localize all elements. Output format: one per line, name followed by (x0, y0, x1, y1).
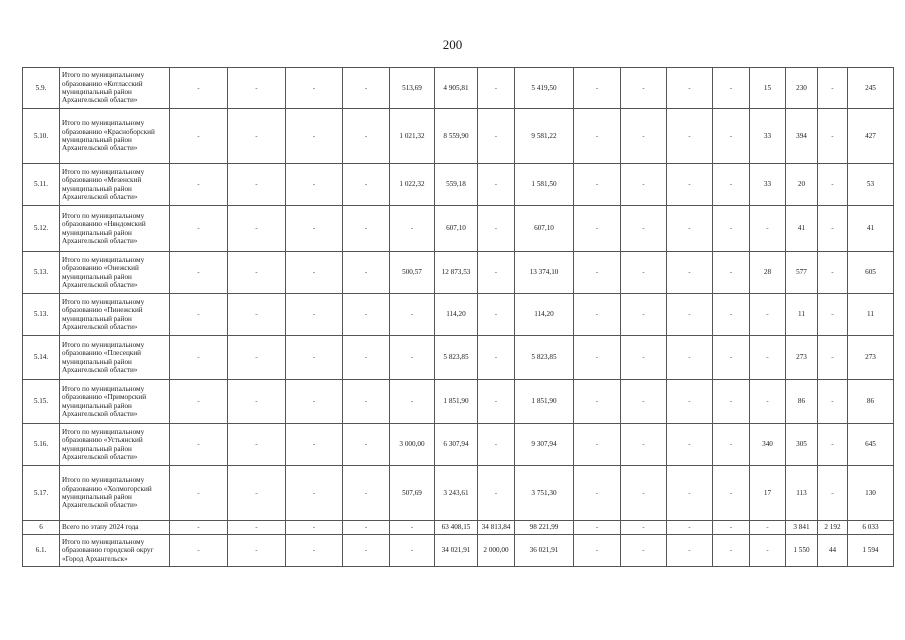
table-cell: - (286, 206, 343, 252)
table-cell: 394 (786, 109, 818, 164)
table-cell: - (478, 294, 515, 336)
table-cell: - (343, 535, 390, 567)
table-cell: - (667, 521, 713, 535)
row-name: Итого по муниципальному образованию «Плесецкий муниципальный район Архангельской области» (60, 336, 170, 380)
table-cell: - (170, 294, 228, 336)
table-cell: 5 419,50 (515, 68, 574, 109)
row-number: 5.17. (23, 466, 60, 521)
table-cell: - (750, 294, 786, 336)
table-cell: - (228, 164, 286, 206)
table-row (23, 68, 894, 109)
table-cell: - (343, 164, 390, 206)
table-cell: 513,69 (390, 68, 435, 109)
table-cell: - (390, 294, 435, 336)
table-cell: - (818, 424, 848, 466)
row-name: Итого по муниципальному образованию «Красноборский муниципальный район Архангельской области» (60, 109, 170, 164)
table-body (23, 68, 894, 567)
row-name: Итого по муниципальному образованию «Мезенский муниципальный район Архангельской области» (60, 164, 170, 206)
table-cell: - (478, 68, 515, 109)
table-cell: 5 823,85 (515, 336, 574, 380)
table-cell: - (713, 535, 750, 567)
table-cell: - (713, 252, 750, 294)
row-name: Итого по муниципальному образованию «Онежский муниципальный район Архангельской области» (60, 252, 170, 294)
table-cell: - (343, 68, 390, 109)
table-cell: 9 581,22 (515, 109, 574, 164)
table-cell: - (621, 206, 667, 252)
table-cell: - (574, 380, 621, 424)
table-cell: 53 (848, 164, 894, 206)
table-cell: - (343, 294, 390, 336)
row-number: 5.14. (23, 336, 60, 380)
table-cell: - (574, 252, 621, 294)
table-cell: 33 (750, 109, 786, 164)
table-cell: - (621, 535, 667, 567)
table-cell: - (286, 380, 343, 424)
table-cell: 2 192 (818, 521, 848, 535)
table-cell: 98 221,99 (515, 521, 574, 535)
row-number: 5.13. (23, 294, 60, 336)
table-cell: 607,10 (515, 206, 574, 252)
table-row (23, 424, 894, 466)
table-cell: 44 (818, 535, 848, 567)
table-cell: - (170, 535, 228, 567)
table-cell: - (574, 109, 621, 164)
table-row (23, 535, 894, 567)
table-cell: - (713, 68, 750, 109)
table-cell: - (228, 521, 286, 535)
table-cell: 86 (786, 380, 818, 424)
table-cell: 11 (786, 294, 818, 336)
table-cell: - (228, 109, 286, 164)
table-cell: 2 000,00 (478, 535, 515, 567)
table-cell: 427 (848, 109, 894, 164)
table-cell: - (286, 109, 343, 164)
table-row (23, 380, 894, 424)
table-cell: 340 (750, 424, 786, 466)
table-cell: - (574, 336, 621, 380)
row-name: Всего по этапу 2024 года (60, 521, 170, 535)
table-cell: - (574, 535, 621, 567)
table-cell: - (286, 521, 343, 535)
table-cell: 36 021,91 (515, 535, 574, 567)
table-cell: 113 (786, 466, 818, 521)
table-cell: - (574, 424, 621, 466)
table-cell: 605 (848, 252, 894, 294)
row-number: 6.1. (23, 535, 60, 567)
table-cell: 1 851,90 (435, 380, 478, 424)
row-number: 5.16. (23, 424, 60, 466)
table-row (23, 109, 894, 164)
table-cell: 15 (750, 68, 786, 109)
row-number: 5.9. (23, 68, 60, 109)
table-row (23, 206, 894, 252)
program-table (22, 67, 894, 567)
table-cell: 41 (786, 206, 818, 252)
table-cell: - (621, 68, 667, 109)
table-cell: - (170, 68, 228, 109)
table-cell: - (390, 206, 435, 252)
table-cell: 11 (848, 294, 894, 336)
table-cell: - (170, 336, 228, 380)
table-cell: - (750, 380, 786, 424)
table-cell: - (228, 535, 286, 567)
table-cell: 1 581,50 (515, 164, 574, 206)
table-cell: 63 408,15 (435, 521, 478, 535)
table-cell: - (818, 466, 848, 521)
table-cell: 230 (786, 68, 818, 109)
table-cell: - (170, 252, 228, 294)
table-cell: - (750, 521, 786, 535)
table-row (23, 336, 894, 380)
table-cell: - (170, 521, 228, 535)
table-cell: - (478, 336, 515, 380)
table-cell: 1 550 (786, 535, 818, 567)
table-row (23, 521, 894, 535)
table-cell: - (667, 109, 713, 164)
table-cell: 17 (750, 466, 786, 521)
table-cell: - (621, 521, 667, 535)
table-cell: - (713, 466, 750, 521)
table-cell: 1 594 (848, 535, 894, 567)
table-cell: - (170, 424, 228, 466)
table-cell: - (343, 521, 390, 535)
row-name: Итого по муниципальному образованию «Приморский муниципальный район Архангельской области» (60, 380, 170, 424)
table-cell: 607,10 (435, 206, 478, 252)
table-cell: - (621, 380, 667, 424)
table-cell: - (713, 109, 750, 164)
table-cell: 34 021,91 (435, 535, 478, 567)
table-cell: - (574, 466, 621, 521)
table-cell: 577 (786, 252, 818, 294)
table-cell: - (286, 336, 343, 380)
table-cell: - (170, 164, 228, 206)
page-number: 200 (442, 37, 463, 52)
table-row (23, 252, 894, 294)
table-cell: - (343, 252, 390, 294)
table-cell: - (667, 424, 713, 466)
table-cell: - (286, 535, 343, 567)
table-cell: - (390, 336, 435, 380)
table-cell: - (228, 466, 286, 521)
table-cell: 3 751,30 (515, 466, 574, 521)
table-cell: 1 851,90 (515, 380, 574, 424)
table-cell: 41 (848, 206, 894, 252)
table-cell: - (667, 164, 713, 206)
table-cell: - (343, 466, 390, 521)
table-cell: - (818, 380, 848, 424)
table-cell: - (343, 380, 390, 424)
table-cell: - (343, 424, 390, 466)
table-cell: 1 022,32 (390, 164, 435, 206)
table-cell: - (228, 380, 286, 424)
table-cell: - (667, 294, 713, 336)
table-cell: - (478, 424, 515, 466)
row-name: Итого по муниципальному образованию «Пинежский муниципальный район Архангельской области» (60, 294, 170, 336)
table-cell: - (170, 206, 228, 252)
table-row (23, 466, 894, 521)
table-cell: - (390, 380, 435, 424)
table-cell: - (228, 206, 286, 252)
table-cell: - (713, 336, 750, 380)
table-cell: - (574, 521, 621, 535)
table-cell: - (713, 206, 750, 252)
table-cell: 34 813,84 (478, 521, 515, 535)
table-cell: 33 (750, 164, 786, 206)
table-cell: - (713, 164, 750, 206)
table-cell: - (228, 336, 286, 380)
table-cell: 12 873,53 (435, 252, 478, 294)
table-cell: - (818, 164, 848, 206)
table-cell: - (478, 206, 515, 252)
row-name: Итого по муниципальному образованию «Устьянский муниципальный район Архангельской области» (60, 424, 170, 466)
table-cell: - (228, 252, 286, 294)
table-cell: - (713, 521, 750, 535)
table-cell: 3 000,00 (390, 424, 435, 466)
table-cell: - (170, 380, 228, 424)
table-cell: 4 905,81 (435, 68, 478, 109)
table-cell: - (750, 336, 786, 380)
table-cell: - (170, 466, 228, 521)
table-cell: - (574, 206, 621, 252)
table-cell: - (574, 294, 621, 336)
table-cell: 6 307,94 (435, 424, 478, 466)
row-number: 5.10. (23, 109, 60, 164)
row-name: Итого по муниципальному образованию «Котласский муниципальный район Архангельской области» (60, 68, 170, 109)
table-cell: - (667, 206, 713, 252)
table-cell: - (343, 109, 390, 164)
table-cell: 1 021,32 (390, 109, 435, 164)
table-cell: - (286, 252, 343, 294)
table-cell: - (621, 109, 667, 164)
table-cell: 6 033 (848, 521, 894, 535)
row-name: Итого по муниципальному образованию «Няндомский муниципальный район Архангельской области» (60, 206, 170, 252)
table-cell: 5 823,85 (435, 336, 478, 380)
table-cell: - (286, 424, 343, 466)
table-cell: 20 (786, 164, 818, 206)
table-cell: - (667, 535, 713, 567)
table-cell: - (713, 380, 750, 424)
table-cell: - (667, 252, 713, 294)
table-cell: - (818, 109, 848, 164)
table-cell: - (667, 380, 713, 424)
table-cell: - (621, 294, 667, 336)
row-number: 5.15. (23, 380, 60, 424)
table-cell: 559,18 (435, 164, 478, 206)
table-cell: - (713, 424, 750, 466)
table-cell: - (478, 109, 515, 164)
table-cell: - (818, 294, 848, 336)
table-cell: - (621, 336, 667, 380)
table-cell: - (478, 252, 515, 294)
table-cell: - (818, 206, 848, 252)
table-cell: - (667, 466, 713, 521)
table-cell: 645 (848, 424, 894, 466)
table-cell: - (170, 109, 228, 164)
table-cell: - (478, 380, 515, 424)
table-cell: - (343, 336, 390, 380)
table-cell: - (750, 535, 786, 567)
table-cell: 245 (848, 68, 894, 109)
table-cell: - (478, 466, 515, 521)
table-cell: 8 559,90 (435, 109, 478, 164)
table-cell: - (621, 424, 667, 466)
table-cell: - (713, 294, 750, 336)
table-cell: 86 (848, 380, 894, 424)
table-row (23, 164, 894, 206)
table-cell: 507,69 (390, 466, 435, 521)
table-cell: - (343, 206, 390, 252)
row-number: 5.12. (23, 206, 60, 252)
table-cell: 273 (848, 336, 894, 380)
table-row (23, 294, 894, 336)
table-cell: - (390, 521, 435, 535)
row-name: Итого по муниципальному образованию городской округ «Город Архангельск» (60, 535, 170, 567)
table-cell: - (286, 466, 343, 521)
table-cell: - (286, 68, 343, 109)
row-number: 5.13. (23, 252, 60, 294)
table-cell: - (818, 336, 848, 380)
table-cell: - (390, 535, 435, 567)
table-cell: - (667, 336, 713, 380)
table-cell: - (286, 164, 343, 206)
table-cell: 305 (786, 424, 818, 466)
table-cell: - (750, 206, 786, 252)
table-cell: 114,20 (435, 294, 478, 336)
table-cell: 273 (786, 336, 818, 380)
table-cell: - (621, 164, 667, 206)
table-cell: - (818, 252, 848, 294)
table-cell: - (478, 164, 515, 206)
table-cell: 3 243,61 (435, 466, 478, 521)
table-cell: 28 (750, 252, 786, 294)
table-cell: - (667, 68, 713, 109)
table-cell: - (228, 294, 286, 336)
table-cell: - (228, 424, 286, 466)
table-cell: - (228, 68, 286, 109)
table-cell: 130 (848, 466, 894, 521)
table-cell: - (818, 68, 848, 109)
row-number: 5.11. (23, 164, 60, 206)
table-cell: 9 307,94 (515, 424, 574, 466)
row-name: Итого по муниципальному образованию «Холмогорский муниципальный район Архангельской области» (60, 466, 170, 521)
table-cell: 3 841 (786, 521, 818, 535)
table-cell: - (621, 466, 667, 521)
table-cell: - (574, 164, 621, 206)
table-cell: - (621, 252, 667, 294)
table-cell: - (286, 294, 343, 336)
table-cell: 114,20 (515, 294, 574, 336)
table-cell: 500,57 (390, 252, 435, 294)
row-number: 6 (23, 521, 60, 535)
table-cell: - (574, 68, 621, 109)
table-cell: 13 374,10 (515, 252, 574, 294)
